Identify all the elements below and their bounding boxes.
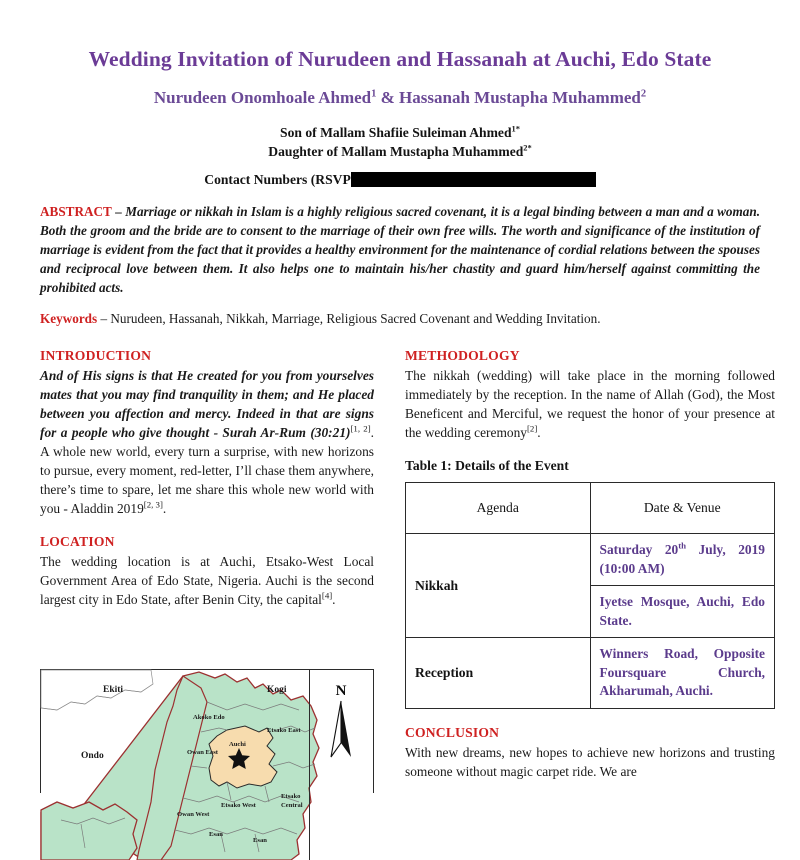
section-heading-introduction: INTRODUCTION: [40, 348, 152, 363]
location-text: The wedding location is at Auchi, Etsako-West Local Government Area of Edo State, Nigeria. Auchi is the second largest city in Edo State, after Benin City, the capital: [40, 554, 374, 608]
conclusion-paragraph: With new dreams, new hopes to achieve new horizons and trusting someone without magic carpet ride. We are: [405, 744, 775, 779]
redaction-bar: [351, 172, 596, 187]
table-cell-agenda-nikkah: Nikkah: [406, 534, 591, 638]
introduction-paragraph: [40, 366, 374, 518]
table-caption: Table 1: Details of the Event: [405, 458, 569, 474]
section-heading-location: LOCATION: [40, 534, 115, 550]
methodology-text: The nikkah (wedding) will take place in the morning followed immediately by the reception. In the name of Allah (God), the Most Beneficent and Merciful, we request the honor of your presence at the wedding ceremony: [405, 368, 775, 441]
abstract-paragraph: [40, 202, 760, 297]
map-label-kogi: Kogi: [267, 685, 287, 695]
abstract-text: Marriage or nikkah in Islam is a highly religious sacred covenant, it is a legal binding between a man and a woman. Both the groom and the bride are to consent to the marriage of their own free wills. The worth and significance of the institution of marriage is evident from the fact that it provides a healthy environment for the maintenance of cordial relations between the spouses and reciprocal love between them. It also helps one to maintain his/her chastity and guard him/herself against committing the prohibited acts.: [40, 203, 761, 295]
document-header: [0, 0, 800, 188]
keywords-label: Keywords: [40, 310, 98, 326]
map-label-esan-2: Esan: [253, 837, 267, 844]
table-header-date-venue: Date & Venue: [590, 483, 775, 534]
keywords-dash: –: [97, 310, 111, 326]
table-cell-reception-venue: Winners Road, Opposite Foursquare Church, Akharumah, Auchi.: [590, 638, 775, 709]
event-details-table: [405, 482, 775, 709]
region-southwest-shape: [41, 802, 137, 860]
north-arrow-icon: [324, 699, 358, 761]
map-label-etsako-central-2: Central: [281, 802, 303, 809]
map-label-esan-1: Esan: [209, 831, 223, 838]
section-heading-conclusion: CONCLUSION: [405, 724, 500, 740]
map-label-auchi: Auchi: [229, 741, 246, 748]
table-row: [406, 534, 775, 586]
page-title: Wedding Invitation of Nurudeen and Hassanah at Auchi, Edo State: [88, 47, 712, 71]
author-line: Nurudeen Onomhoale Ahmed$^1$ & Hassanah Mustapha Muhammed$^2$: [153, 87, 647, 107]
location-paragraph: [40, 552, 374, 609]
map-label-owan-west: Owan West: [177, 811, 210, 818]
introduction-quote: And of His signs is that He created for you from yourselves mates that you may find tranquility in them; and He placed between you affection and mercy. Indeed in that are signs for a people who give thought - Surah Ar-Rum (30:21): [40, 368, 374, 441]
map-label-owan-east: Owan East: [187, 749, 218, 756]
map-panel-divider: [309, 670, 310, 860]
section-heading-methodology: METHODOLOGY: [405, 348, 520, 363]
methodology-ref: [2]: [526, 423, 538, 434]
abstract-label: ABSTRACT: [40, 203, 112, 219]
map-label-akoko-edo: Akoko Edo: [193, 714, 225, 721]
introduction-rest-ref: [2, 3]: [143, 499, 163, 510]
contact-numbers-line: [40, 172, 760, 188]
map-label-ekiti: Ekiti: [103, 685, 124, 695]
map-label-ondo: Ondo: [81, 751, 104, 761]
map-label-etsako-west: Etsako West: [221, 802, 256, 809]
keywords-text: Nurudeen, Hassanah, Nikkah, Marriage, Religious Sacred Covenant and Wedding Invitation.: [110, 310, 601, 326]
location-tail: .: [332, 592, 336, 608]
parentage-daughter: Daughter of Mallam Mustapha Muhammed$^{2*}$: [268, 142, 532, 160]
keywords-paragraph: [40, 309, 760, 328]
compass-rose: [324, 684, 358, 766]
table-row: [406, 638, 775, 709]
abstract-dash: –: [111, 203, 126, 219]
table-header-row: [406, 483, 775, 534]
right-column: [400, 348, 800, 781]
table-cell-nikkah-date: Saturday 20th July, 2019 (10:00 AM): [590, 534, 775, 586]
edo-state-map-figure: [40, 669, 374, 844]
spacer: [405, 709, 775, 725]
introduction-quote-ref: [1, 2]: [350, 423, 371, 434]
methodology-paragraph: [405, 366, 775, 442]
map-label-etsako-central-1: Etsako: [281, 793, 301, 800]
map-label-etsako-east: Etsako East: [267, 727, 301, 734]
introduction-rest: . A whole new world, every turn a surprise, with new horizons to pursue, every moment, red-letter, I’ll chase them anywhere, there’s time to spare, let me share this whole new world with you - Aladdin 2019: [40, 425, 374, 517]
table-cell-nikkah-venue: Iyetse Mosque, Auchi, Edo State.: [590, 586, 775, 638]
introduction-tail: .: [162, 501, 167, 517]
location-ref: [4]: [321, 590, 333, 601]
contact-numbers-label: Contact Numbers (RSVP: [204, 171, 351, 187]
map-inner: [41, 670, 373, 860]
abstract-section: [0, 188, 800, 328]
table-cell-agenda-reception: Reception: [406, 638, 591, 709]
compass-north-letter: N: [335, 683, 347, 699]
spacer: [40, 518, 374, 534]
methodology-tail: .: [537, 425, 541, 441]
table-header-agenda: Agenda: [406, 483, 591, 534]
spacer: [405, 442, 775, 458]
parentage-son: Son of Mallam Shafiie Suleiman Ahmed$^{1*}$: [280, 123, 520, 140]
